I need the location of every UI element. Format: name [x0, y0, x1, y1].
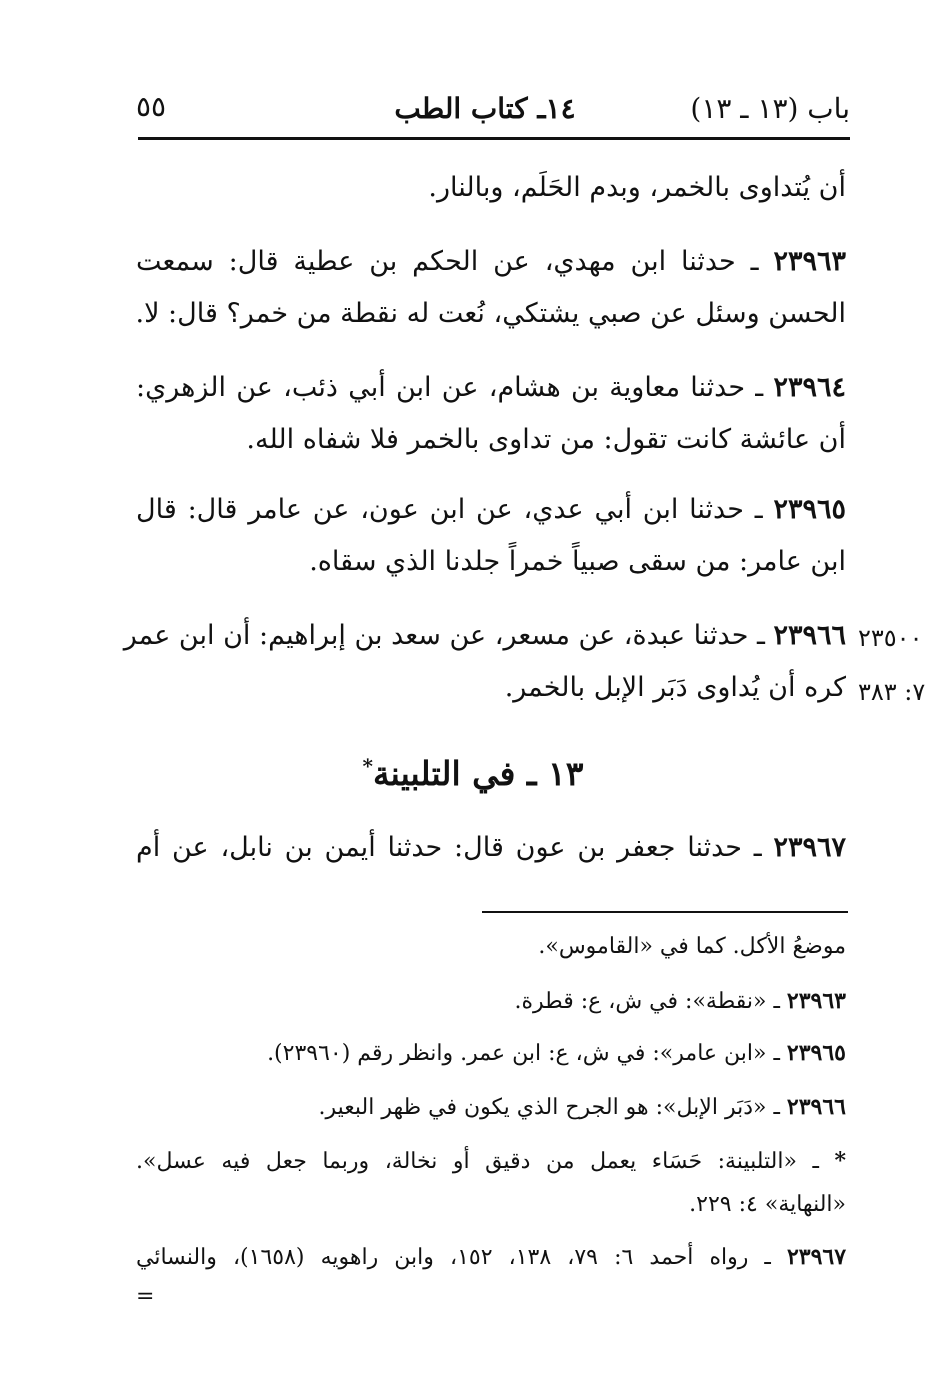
hadith-text: ـ حدثنا معاوية بن هشام، عن ابن أبي ذئب، عن الزهري: — [136, 372, 764, 403]
footnote-text: ـ «ابن عامر»: في ش، ع: ابن عمر. وانظر رقم (٢٣٩٦٠). — [267, 1041, 780, 1066]
section-title-marker: * — [362, 754, 373, 778]
continuation-text: أن يُتداوى بالخمر، وبدم الحَلَم، وبالنار. — [428, 172, 846, 203]
hadith-23963-line-1 — [136, 246, 846, 277]
continuation-mark: = — [136, 1284, 155, 1309]
section-title-text: ١٣ ـ في التلبينة — [372, 754, 584, 793]
hadith-number: ٢٣٩٦٥ — [773, 494, 846, 525]
hadith-23963-line-2: الحسن وسئل عن صبي يشتكي، نُعت له نقطة من خمر؟ قال: لا. — [135, 298, 846, 329]
footnote-text: ـ «دَبَر الإبل»: هو الجرح الذي يكون في ظهر البعير. — [318, 1095, 780, 1120]
running-header-book-title: ١٤ـ كتاب الطب — [394, 92, 576, 125]
margin-reference-1: ٢٣٥٠٠ — [858, 624, 923, 652]
hadith-text: ـ حدثنا ابن مهدي، عن الحكم بن عطية قال: سمعت — [136, 246, 759, 277]
footnote-rule — [482, 911, 848, 913]
hadith-number: ٢٣٩٦٦ — [773, 620, 846, 651]
footnote-23963 — [514, 988, 846, 1014]
footnote-number: ٢٣٩٦٦ — [786, 1094, 846, 1120]
hadith-23965-line-1 — [136, 494, 846, 525]
footnote-talbina-source: «النهاية» ٤: ٢٢٩. — [689, 1192, 846, 1217]
margin-reference-2: ٧: ٣٨٣ — [858, 678, 926, 706]
footnote-marker: * — [834, 1148, 846, 1174]
footnote-number: ٢٣٩٦٣ — [786, 988, 846, 1014]
hadith-23964-line-1 — [136, 372, 846, 403]
hadith-23964-line-2: أن عائشة كانت تقول: من تداوى بالخمر فلا شفاه الله. — [246, 424, 846, 455]
footnote-23967 — [136, 1244, 846, 1270]
footnote-23966 — [319, 1094, 847, 1120]
hadith-text: ـ حدثنا ابن أبي عدي، عن ابن عون، عن عامر قال: قال — [136, 494, 763, 525]
footnote-text: ـ رواه أحمد ٦: ٧٩، ١٣٨، ١٥٢، وابن راهويه (١٦٥٨)، والنسائي — [136, 1245, 771, 1270]
hadith-number: ٢٣٩٦٣ — [773, 246, 846, 277]
footnote-continuation: موضعُ الأكل. كما في «القاموس». — [538, 934, 846, 959]
hadith-number: ٢٣٩٦٤ — [773, 372, 846, 403]
footnote-number: ٢٣٩٦٥ — [786, 1040, 846, 1066]
section-title — [300, 754, 646, 793]
hadith-number: ٢٣٩٦٧ — [773, 832, 846, 863]
footnote-number: ٢٣٩٦٧ — [786, 1244, 847, 1270]
page-number: ٥٥ — [136, 90, 167, 123]
footnote-talbina — [136, 1148, 846, 1174]
running-header-chapter: باب (١٣ ـ ١٣) — [690, 92, 850, 125]
hadith-23965-line-2: ابن عامر: من سقى صبياً خمراً جلدنا الذي سقاه. — [309, 546, 846, 577]
hadith-23966-line-1 — [123, 620, 846, 651]
hadith-text: ـ حدثنا جعفر بن عون قال: حدثنا أيمن بن نابل، عن أم — [136, 832, 762, 863]
footnote-text: ـ «التلبينة: حَسَاء يعمل من دقيق أو نخالة، وربما جعل فيه عسل». — [136, 1149, 819, 1174]
hadith-23966-line-2: كره أن يُداوى دَبَر الإبل بالخمر. — [504, 672, 846, 703]
hadith-23967-line-1 — [136, 832, 846, 863]
header-rule — [138, 137, 850, 140]
hadith-text: ـ حدثنا عبدة، عن مسعر، عن سعد بن إبراهيم: أن ابن عمر — [123, 620, 765, 651]
footnote-23965 — [267, 1040, 846, 1066]
footnote-text: ـ «نقطة»: في ش، ع: قطرة. — [514, 989, 780, 1014]
